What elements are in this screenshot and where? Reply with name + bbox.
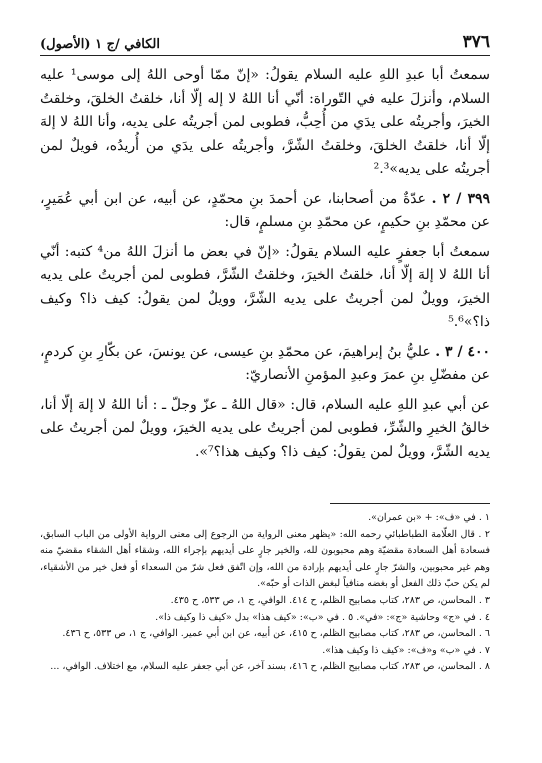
footnote: ٢ . قال العلّامة الطباطبائي رحمه الله: «يظهر معنى الرواية من الرجوع إلى معنى الرواية الأولى من الباب السابق، فسعادة أهل السعادة مقضيّة وهم محبوبون لله، والخير جارٍ على أيديهم بإجراء الله، وشقاء أهل الشقاء مقضيّ منه وهم غير محبوبين، والشرّ جارٍ على أيديهم بإرادة من الله، وإن اتّفق فعل شرّ من السعداء أو فعل خير من الأشقياء، لم يكن حبّ ذلك الفعل أو بغضه منافياً لبغض الذات أو حبّه». [40,528,490,590]
paragraph [40,64,490,182]
hadith-chain-text: عليُّ بنُ إبراهيمَ، عن محمّدِ بنِ عيسى، عن يونسَ، عن بكّارِ بنِ كردمٍ، عن مفضّلِ بنِ عمرَ وعبدِ المؤمنِ الأنصاريّ: [40,343,490,383]
footnote-divider [330,503,490,504]
footnote: ١ . في «ف»: + «بن عمران». [368,512,490,523]
page-header [40,30,490,52]
footnotes [40,510,490,676]
footnote: ٦ . المحاسن، ص ٢٨٣، كتاب مصابيح الظلم، ح ٤١٥، عن أبيه، عن ابن أبي عمير. الوافي، ج ١، ص ٥٣٣، ح ٤٣٦. [62,628,490,640]
footnote: ٤ . في «ج» وحاشية «ج»: «في». ٥ . في «ب»: «كيف هذا» بدل «كيف ذا وكيف ذا». [155,611,490,623]
paragraph-text: عن أبي عبدِ اللهِ عليه السلام، قال: «قال اللهُ ـ عزّ وجلّ ـ : أنا اللهُ لا إلهَ إلّا أنا، خالقُ الخيرِ والشّرِّ، فطوبى لمن أجريتُ على يديه الخيرَ، وويلٌ لمن أجريتُ على يديه الشّرَّ، وويلٌ لمن يقولُ: كيف ذا؟ وكيف هذا؟⁷». [40,396,490,460]
running-title: الكافي /ج ١ (الأصول) [40,37,161,52]
page-number: ٣٧٦ [462,32,490,52]
hadith-chain-text: عدّةٌ من أصحابنا، عن أحمدَ بنِ محمّدٍ، عن أبيه، عن ابن أبي عُمَيرٍ، عن محمّدِ بنِ حكيمٍ، عن محمّدِ بنِ مسلمٍ، قال: [40,190,490,230]
paragraph-text: سمعتُ أبا جعفرٍ عليه السلام يقولُ: «إنّ في بعض ما أنزلَ اللهُ من⁴ كتبه: أنّي أنا اللهُ لا إلهَ إلّا أنا، خلقتُ الخيرَ، وخلقتُ الشّرَّ، فطوبى لمن أجريتُ على يديه الخيرَ، وويلٌ لمن أجريتُ على يديه الشّرَّ، وويلٌ لمن يقولُ: كيف ذا؟ وكيف ذا؟»⁵.⁶ [40,243,490,330]
footnote: ٨ . المحاسن، ص ٢٨٣، كتاب مصابيح الظلم، ح ٤١٦، بسند آخر، عن أبي جعفر عليه السلام، مع اختلاف. الوافي، ... [50,661,490,673]
paragraph [40,394,490,465]
hadith-number: ٤٠٠ / ٣ . [435,343,491,360]
paragraph-text: سمعتُ أبا عبدِ اللهِ عليه السلام يقولُ: «إنّ ممّا أوحى اللهُ إلى موسى¹ عليه السلام، وأنزلَ عليه في التّوراة: أنّي أنا اللهُ لا إله إلّا أنا، خلقتُ الخلقَ، وخلقتُ الخيرَ، وأجريتُه على يدَي من أُحِبُّ، فطوبى لمن أجريتُه على يديه، وأنا اللهُ لا إلهَ إلّا أنا، خلقتُ الخلقَ، وخلقتُ الشّرَّ، وأجريتُه على يدَي من أُريدُه، فويلٌ لمن أجريتُه على يديه»².³ [40,67,490,177]
footnote: ٧ . في «ب» و«ف»: «كيف ذا وكيف هذا». [322,644,490,656]
paragraph [40,241,490,335]
main-text [40,64,490,470]
header-divider [40,55,490,56]
hadith-chain [40,341,490,388]
footnote: ٣ . المحاسن، ص ٢٨٣، كتاب مصابيح الظلم، ح ٤١٤. الوافي، ج ١، ص ٥٣٣، ح ٤٣٥. [170,594,490,606]
hadith-number: ٣٩٩ / ٢ . [431,190,491,207]
hadith-chain [40,188,490,235]
